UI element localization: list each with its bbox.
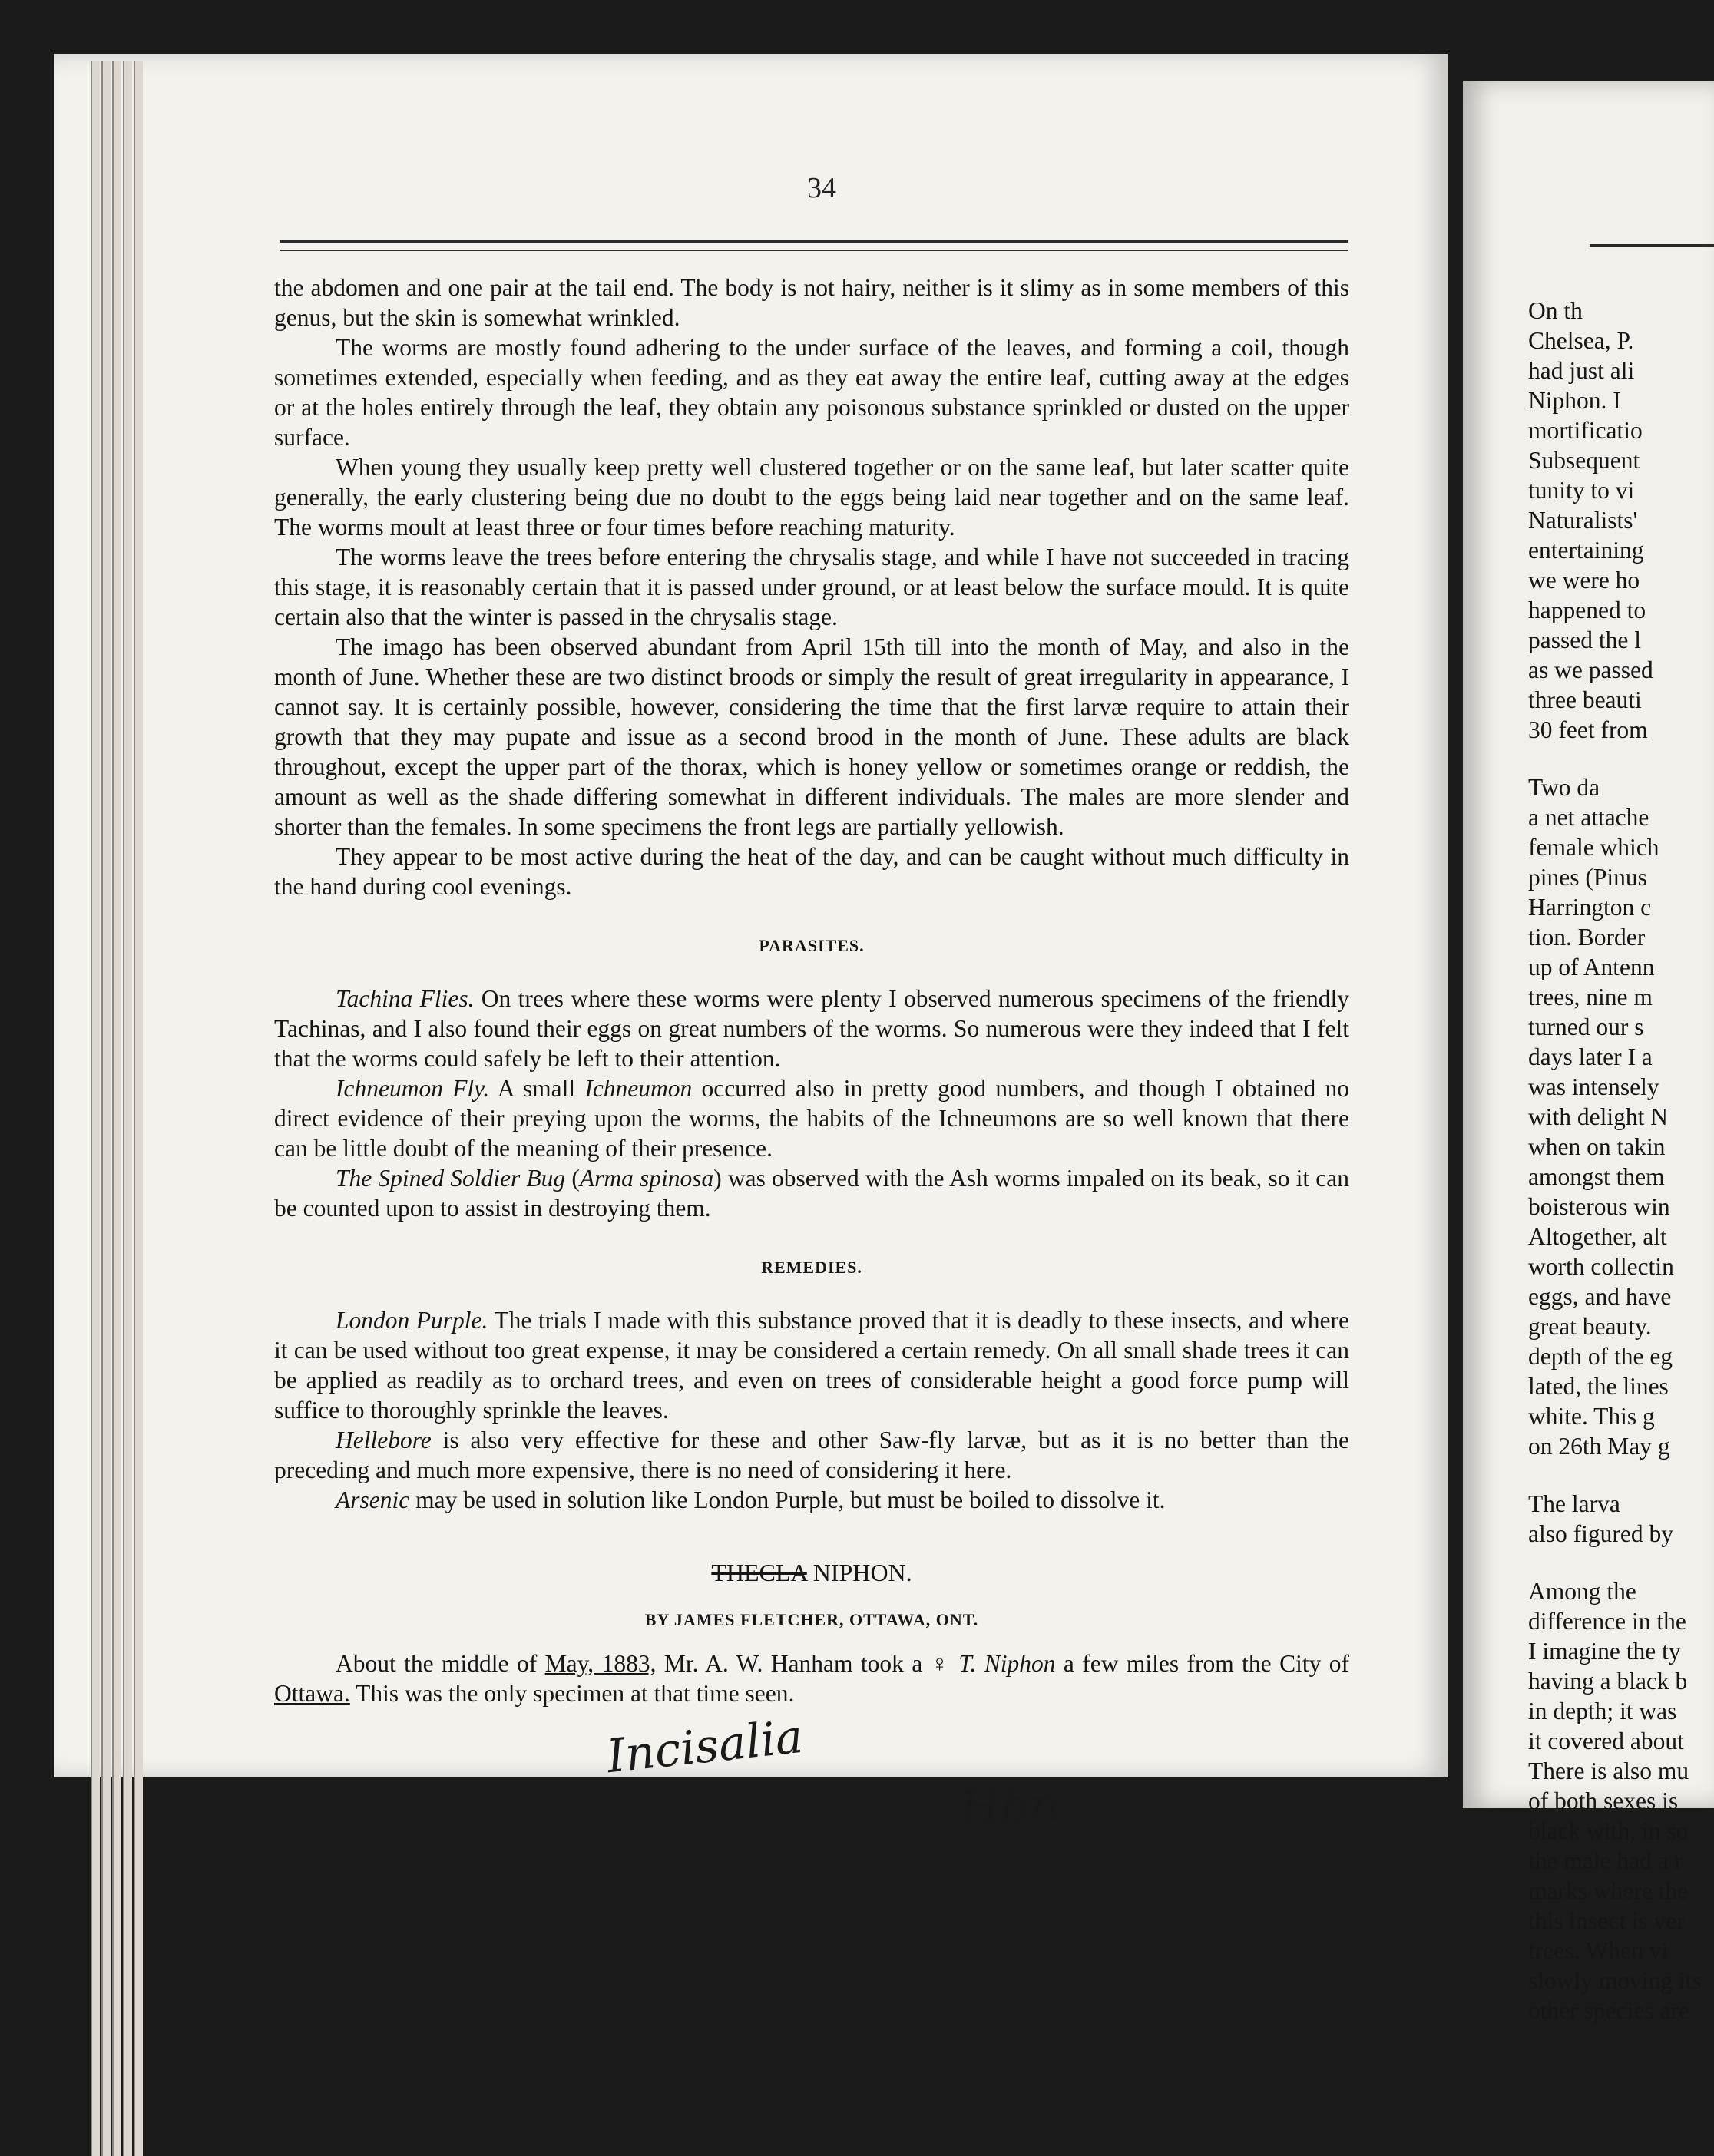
right-page-line: white. This g xyxy=(1528,1403,1655,1430)
right-page-line: the male had a r xyxy=(1528,1847,1683,1874)
right-page-line: had just ali xyxy=(1528,357,1635,384)
right-page-line: this insect is ver xyxy=(1528,1907,1685,1934)
italic-term: Ichneumon xyxy=(584,1075,693,1102)
title-word: NIPHON. xyxy=(806,1559,912,1586)
italic-lead: Tachina Flies. xyxy=(336,985,475,1012)
right-page-line: boisterous win xyxy=(1528,1193,1670,1220)
right-page-line: worth collectin xyxy=(1528,1253,1674,1280)
paragraph: The worms are mostly found adhering to the under surface of the leaves, and forming a coil, though sometimes extended, especially when feeding, and as they eat away the entire leaf, cutting away at the edges or at the holes entirely through the leaf, they obtain any poisonous substance sprinkled or dusted on the upper surface. xyxy=(274,334,1349,451)
right-page-line: up of Antenn xyxy=(1528,954,1655,980)
right-page-line: days later I a xyxy=(1528,1043,1653,1070)
paragraph: The imago has been observed abundant from April 15th till into the month of May, and also in the month of June. Whether these are two distinct broods or simply the result of great irregularity in appearance, I cannot say. It is certainly possible, however, considering the time that the first larvæ require to attain their growth that they may pupate and issue as a second brood in the month of June. These adults are black throughout, except the upper part of the thorax, which is honey yellow or sometimes orange or reddish, the amount as well as the shade differing somewhat in different individuals. The males are more slender and shorter than the females. In some specimens the front legs are partially yellowish. xyxy=(274,633,1349,840)
underlined-place: Ottawa. xyxy=(274,1680,350,1707)
right-page-line: happened to xyxy=(1528,597,1646,623)
right-page-line: Subsequent xyxy=(1528,447,1640,474)
right-page-line: as we passed xyxy=(1528,656,1653,683)
paragraph-text: occurred also in pretty good numbers, and though I obtained no direct evidence of their preying upon the worms, the habits of the Ichneumons are so well known that there can be little doubt of the meaning of their presence. xyxy=(274,1075,1349,1162)
right-page-line: great beauty. xyxy=(1528,1313,1652,1340)
paragraph-gap xyxy=(1528,1461,1712,1489)
paragraph-text: is also very effective for these and other Saw-fly larvæ, but as it is no better than the preceding and much more expensive, there is no need of considering it here. xyxy=(274,1427,1349,1483)
section-heading-parasites: PARASITES. xyxy=(759,936,865,955)
paragraph: The worms leave the trees before entering the chrysalis stage, and while I have not succeeded in tracing this stage, it is reasonably certain that it is passed under ground, or at least below the surface mould. It is quite certain also that the winter is passed in the chrysalis stage. xyxy=(274,544,1349,630)
paragraph-soldier-bug xyxy=(274,1163,1349,1223)
right-page-line: entertaining xyxy=(1528,537,1644,564)
right-page-line: Two da xyxy=(1528,774,1600,801)
right-page-line: There is also mu xyxy=(1528,1758,1689,1784)
italic-lead: Hellebore xyxy=(336,1427,432,1453)
right-page-line: female which xyxy=(1528,834,1659,861)
right-page-line: black with, in so xyxy=(1528,1817,1689,1844)
paren: ( xyxy=(565,1165,580,1192)
text-span: This was the only specimen at that time seen. xyxy=(349,1680,795,1707)
right-page-line: Among the xyxy=(1528,1578,1636,1605)
right-page-text xyxy=(1528,296,1712,2025)
paragraph-text: may be used in solution like London Purple, but must be boiled to dissolve it. xyxy=(409,1486,1166,1513)
right-page-line: with delight N xyxy=(1528,1103,1668,1130)
right-page-line: turned our s xyxy=(1528,1014,1644,1040)
right-page-line: having a black b xyxy=(1528,1668,1688,1695)
right-page-line: of both sexes is xyxy=(1528,1787,1679,1814)
right-page-line: when on takin xyxy=(1528,1133,1666,1160)
page-edge xyxy=(134,61,143,2156)
page-edge xyxy=(123,61,132,2156)
paragraph: When young they usually keep pretty well clustered together or on the same leaf, but later scatter quite generally, the early clustering being due no doubt to the eggs being laid near together and on the same leaf. The worms moult at least three or four times before reaching maturity. xyxy=(274,454,1349,541)
right-page-line: trees. When vi xyxy=(1528,1937,1669,1964)
italic-term: Arma spinosa xyxy=(579,1165,714,1192)
right-page-line: slowly moving its xyxy=(1528,1967,1702,1994)
paragraph-gap xyxy=(1528,745,1712,772)
page-edge xyxy=(101,61,111,2156)
right-page-line: I imagine the ty xyxy=(1528,1638,1681,1665)
right-page-line: pines (Pinus xyxy=(1528,864,1647,891)
right-page-line: we were ho xyxy=(1528,567,1640,594)
paragraph-ichneumon xyxy=(274,1073,1349,1163)
right-page-line: tion. Border xyxy=(1528,924,1646,951)
right-page-line: Naturalists' xyxy=(1528,507,1638,534)
right-header-rule xyxy=(1590,244,1714,247)
paragraph-hellebore xyxy=(274,1425,1349,1485)
right-page-line: other species are xyxy=(1528,1997,1689,2024)
paragraph-opening xyxy=(274,1648,1349,1708)
right-page-line: amongst them xyxy=(1528,1163,1665,1190)
paragraph-arsenic xyxy=(274,1485,1349,1515)
right-page-line: passed the l xyxy=(1528,627,1641,653)
underlined-date: May, 1883, xyxy=(544,1650,657,1677)
right-page-line: 30 feet from xyxy=(1528,716,1648,743)
italic-lead: Arsenic xyxy=(336,1486,410,1513)
page-number: 34 xyxy=(807,172,836,204)
right-page-line: three beauti xyxy=(1528,686,1642,713)
page-edge xyxy=(112,61,121,2156)
right-page-line: a net attache xyxy=(1528,804,1649,831)
paragraph-text: The trials I made with this substance proved that it is deadly to these insects, and where it can be used without too great expense, it may be considered a certain remedy. On all small shade trees it can be applied as readily as to orchard trees, and even on trees of considerable height a good force pump will suffice to thoroughly sprinkle the leaves. xyxy=(274,1307,1349,1424)
right-page-line: trees, nine m xyxy=(1528,984,1653,1010)
right-page-line: depth of the eg xyxy=(1528,1343,1673,1370)
italic-lead: London Purple. xyxy=(336,1307,488,1334)
header-rule xyxy=(280,240,1348,243)
paragraph-text: A small xyxy=(489,1075,585,1102)
right-page-line: was intensely xyxy=(1528,1073,1659,1100)
body-text xyxy=(274,273,1349,1708)
text-span: About the middle of xyxy=(336,1650,545,1677)
right-page-line: eggs, and have xyxy=(1528,1283,1672,1310)
page-edge xyxy=(91,61,100,2156)
right-page-line: it covered about xyxy=(1528,1728,1684,1754)
right-page-line: tunity to vi xyxy=(1528,477,1635,504)
right-page-line: in depth; it was xyxy=(1528,1698,1677,1724)
text-span: Mr. A. W. Hanham took a ♀ xyxy=(656,1650,959,1677)
paragraph: They appear to be most active during the heat of the day, and can be caught without much difficulty in the hand during cool evenings. xyxy=(274,843,1349,900)
right-page-line: Harrington c xyxy=(1528,894,1652,921)
paragraph: the abdomen and one pair at the tail end. The body is not hairy, neither is it slimy as in some members of this genus, but the skin is somewhat wrinkled. xyxy=(274,274,1349,331)
right-page-line: lated, the lines xyxy=(1528,1373,1669,1400)
section-heading-remedies: REMEDIES. xyxy=(761,1258,862,1277)
article-title xyxy=(274,1558,1349,1588)
right-page-line: also figured by xyxy=(1528,1520,1673,1547)
right-page-line: on 26th May g xyxy=(1528,1433,1670,1460)
byline: BY JAMES FLETCHER, OTTAWA, ONT. xyxy=(644,1610,979,1629)
right-page-line: difference in the xyxy=(1528,1608,1686,1635)
italic-lead: The Spined Soldier Bug xyxy=(336,1165,566,1192)
right-page-line: The larva xyxy=(1528,1490,1620,1517)
struck-title-word: THECLA xyxy=(711,1559,807,1586)
paragraph-text: ) was observed with the Ash worms impaled on its beak, so it can be counted upon to assist in destroying them. xyxy=(274,1165,1349,1222)
paragraph-tachina xyxy=(274,984,1349,1073)
right-page-line: Altogether, alt xyxy=(1528,1223,1667,1250)
right-page-line: Niphon. I xyxy=(1528,387,1621,414)
right-page-line: mortificatio xyxy=(1528,417,1643,444)
text-span: a few miles from the City of xyxy=(1055,1650,1349,1677)
handwritten-annotation-genus: Incisalia xyxy=(604,1709,806,1784)
paragraph-london-purple xyxy=(274,1305,1349,1425)
paragraph-text: On trees where these worms were plenty I observed numerous specimens of the friendly Tachinas, and I also found their eggs on great numbers of the worms. So numerous were they indeed that I felt that the worms could safely be left to their attention. xyxy=(274,985,1349,1072)
right-page-line: Chelsea, P. xyxy=(1528,327,1634,354)
italic-lead: Ichneumon Fly. xyxy=(336,1075,490,1102)
paragraph-gap xyxy=(1528,1549,1712,1576)
right-page-line: On th xyxy=(1528,297,1583,324)
italic-term: T. Niphon xyxy=(958,1650,1056,1677)
header-rule-thin xyxy=(280,250,1348,251)
handwritten-annotation-initials: Hbn xyxy=(958,1777,1061,1837)
right-page-line: marks where the xyxy=(1528,1877,1689,1904)
